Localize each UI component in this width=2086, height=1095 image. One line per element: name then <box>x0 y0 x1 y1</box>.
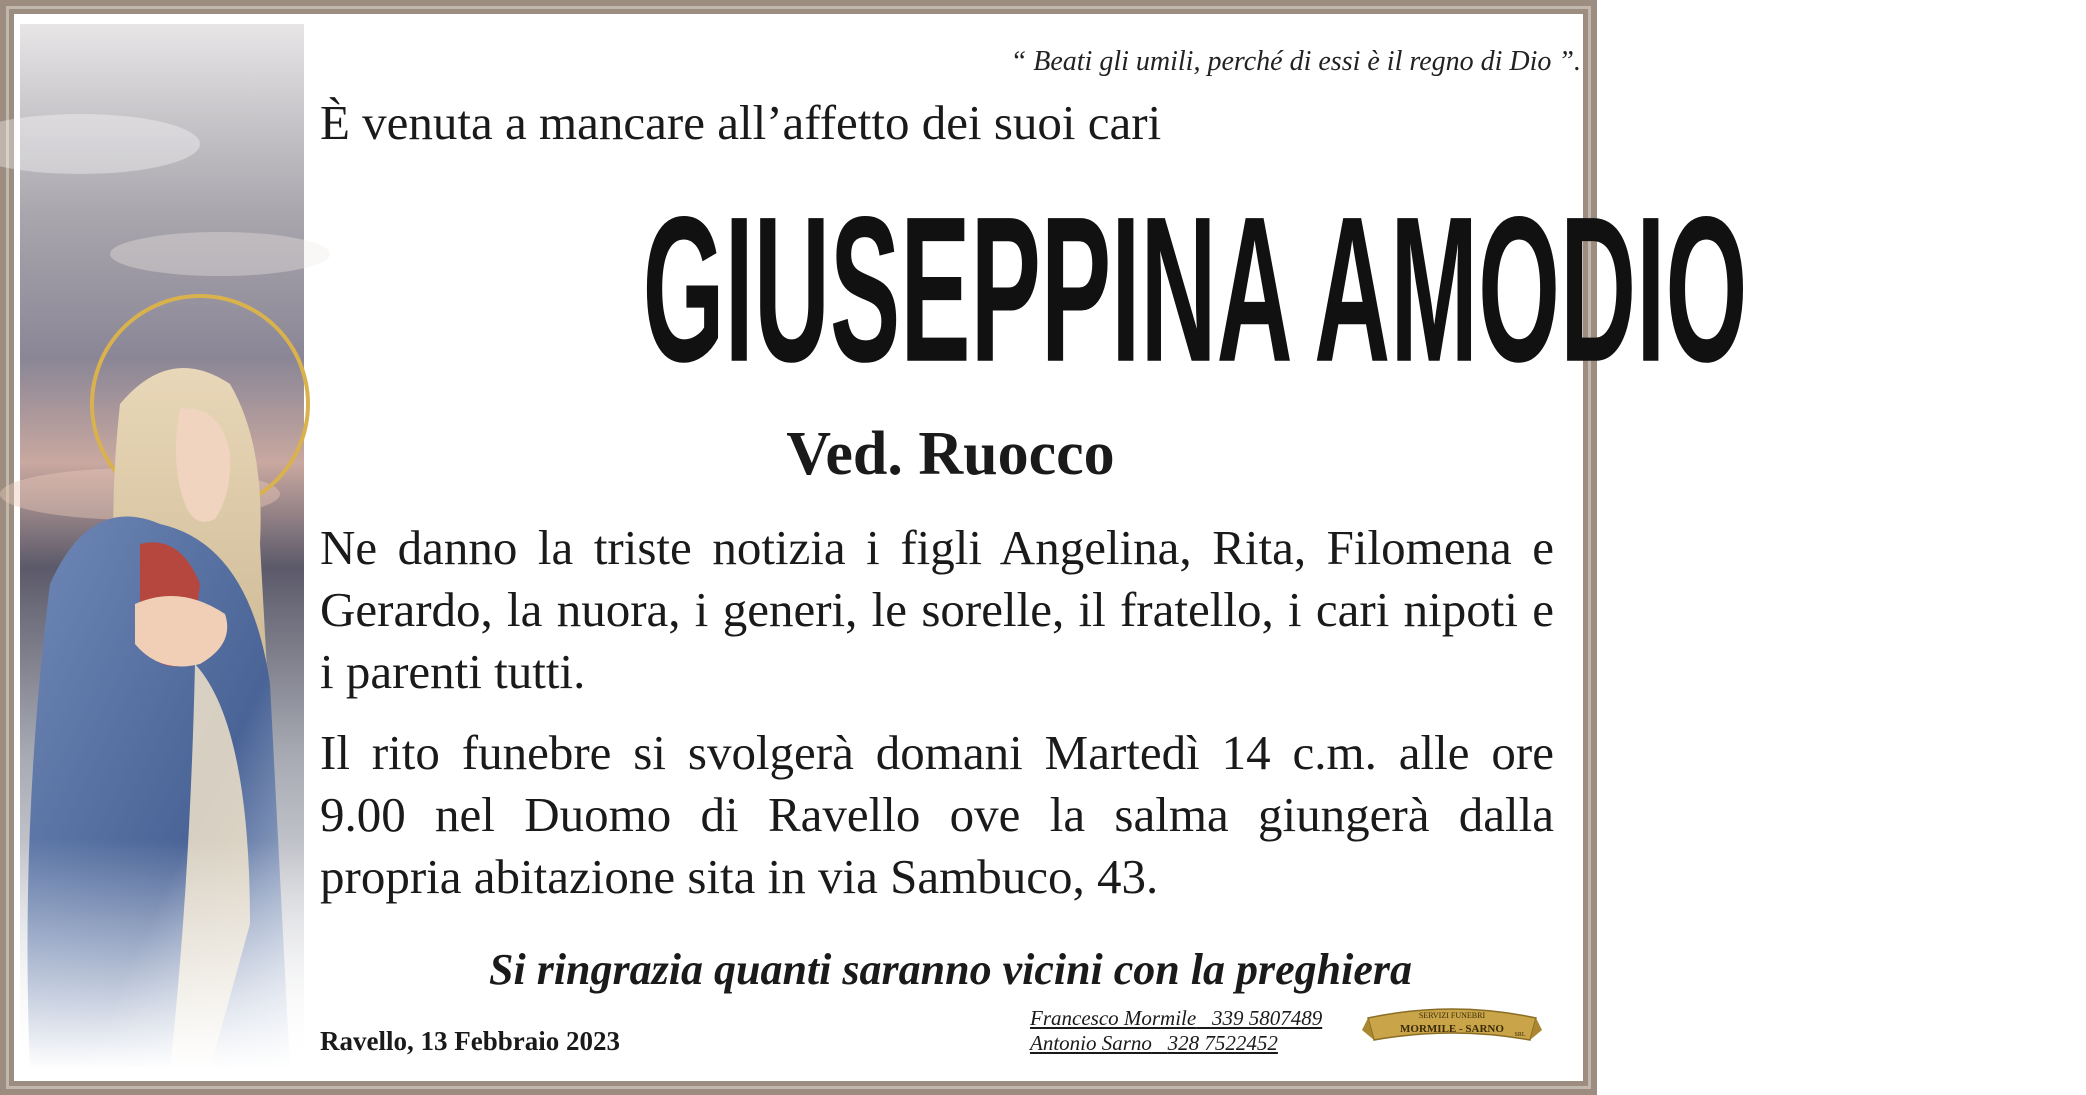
deceased-name-text: GIUSEPPINA AMODIO <box>642 174 1748 406</box>
contacts-block <box>1030 1006 1322 1056</box>
contact-phone: 328 7522452 <box>1167 1031 1278 1055</box>
place-date: Ravello, 13 Febbraio 2023 <box>320 1026 620 1056</box>
contact-phone: 339 5807489 <box>1211 1006 1323 1030</box>
contact-name: Antonio Sarno <box>1030 1031 1152 1055</box>
intro-line: È venuta a mancare all’affetto dei suoi cari <box>320 95 1162 150</box>
praying-madonna-illustration <box>20 24 304 1069</box>
widow-of: Ved. Ruocco <box>786 420 1115 488</box>
logo-line2: MORMILE - SARNO <box>1400 1023 1504 1035</box>
contact-name: Francesco Mormile <box>1030 1006 1197 1030</box>
funeral-service-logo <box>1362 996 1542 1056</box>
contact-row <box>1030 1031 1322 1056</box>
contact-row <box>1030 1006 1322 1031</box>
announcement-paragraph: Ne danno la triste notizia i figli Angelina, Rita, Filomena e Gerardo, la nuora, i generi, le sorelle, il fratello, i cari nipoti e i parenti tutti. <box>320 520 1554 699</box>
thanks-line: Si ringrazia quanti saranno vicini con la preghiera <box>489 945 1412 994</box>
logo-suffix: SRL <box>1514 1032 1526 1038</box>
deceased-name <box>304 170 1748 410</box>
logo-line1: SERVIZI FUNEBRI <box>1418 1011 1486 1020</box>
scripture-quote: “ Beati gli umili, perché di essi è il regno di Dio ”. <box>1010 46 1581 77</box>
funeral-details-paragraph: Il rito funebre si svolgerà domani Martedì 14 c.m. alle ore 9.00 nel Duomo di Ravello ove la salma giungerà dalla propria abitazione sita in via Sambuco, 43. <box>320 725 1554 904</box>
obituary-content <box>304 14 1748 1081</box>
madonna-image <box>20 24 304 1069</box>
